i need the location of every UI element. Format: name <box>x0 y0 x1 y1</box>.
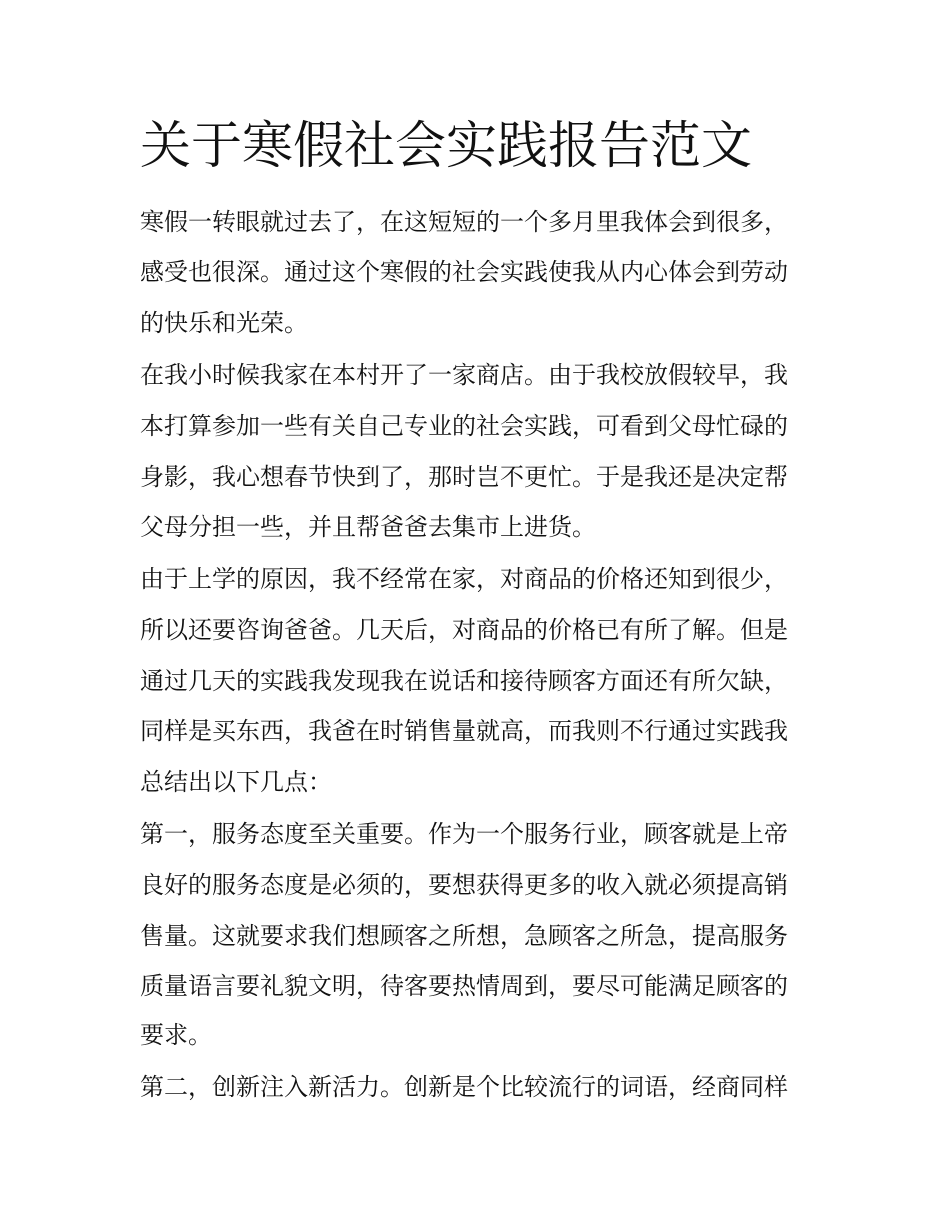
paragraph-line: 本打算参加一些有关自己专业的社会实践，可看到父母忙碌的 <box>140 412 788 440</box>
paragraph-line: 质量语言要礼貌文明，待客要热情周到，要尽可能满足顾客的 <box>140 972 788 1000</box>
document-title: 关于寒假社会实践报告范文 <box>140 117 753 176</box>
paragraph-line: 的快乐和光荣。 <box>140 309 308 337</box>
paragraph-line: 售量。这就要求我们想顾客之所想，急顾客之所急，提高服务 <box>140 922 788 950</box>
paragraph-line: 寒假一转眼就过去了，在这短短的一个多月里我体会到很多， <box>140 208 788 236</box>
paragraph-line: 在我小时候我家在本村开了一家商店。由于我校放假较早，我 <box>140 361 788 389</box>
paragraph-line: 第二，创新注入新活力。创新是个比较流行的词语，经商同样 <box>140 1073 788 1101</box>
paragraph-line: 感受也很深。通过这个寒假的社会实践使我从内心体会到劳动 <box>140 258 788 286</box>
paragraph-line: 所以还要咨询爸爸。几天后，对商品的价格已有所了解。但是 <box>140 616 788 644</box>
paragraph-line: 父母分担一些，并且帮爸爸去集市上进货。 <box>140 513 596 541</box>
paragraph-line: 由于上学的原因，我不经常在家，对商品的价格还知到很少， <box>140 565 788 593</box>
paragraph-line: 良好的服务态度是必须的，要想获得更多的收入就必须提高销 <box>140 871 788 899</box>
paragraph-line: 同样是买东西，我爸在时销售量就高，而我则不行通过实践我 <box>140 717 788 745</box>
paragraph-line: 要求。 <box>140 1021 212 1049</box>
paragraph-line: 身影，我心想春节快到了，那时岂不更忙。于是我还是决定帮 <box>140 463 788 491</box>
paragraph-line: 通过几天的实践我发现我在说话和接待顾客方面还有所欠缺， <box>140 667 788 695</box>
paragraph-line: 总结出以下几点： <box>140 768 332 796</box>
paragraph-line: 第一，服务态度至关重要。作为一个服务行业，顾客就是上帝 <box>140 820 788 848</box>
